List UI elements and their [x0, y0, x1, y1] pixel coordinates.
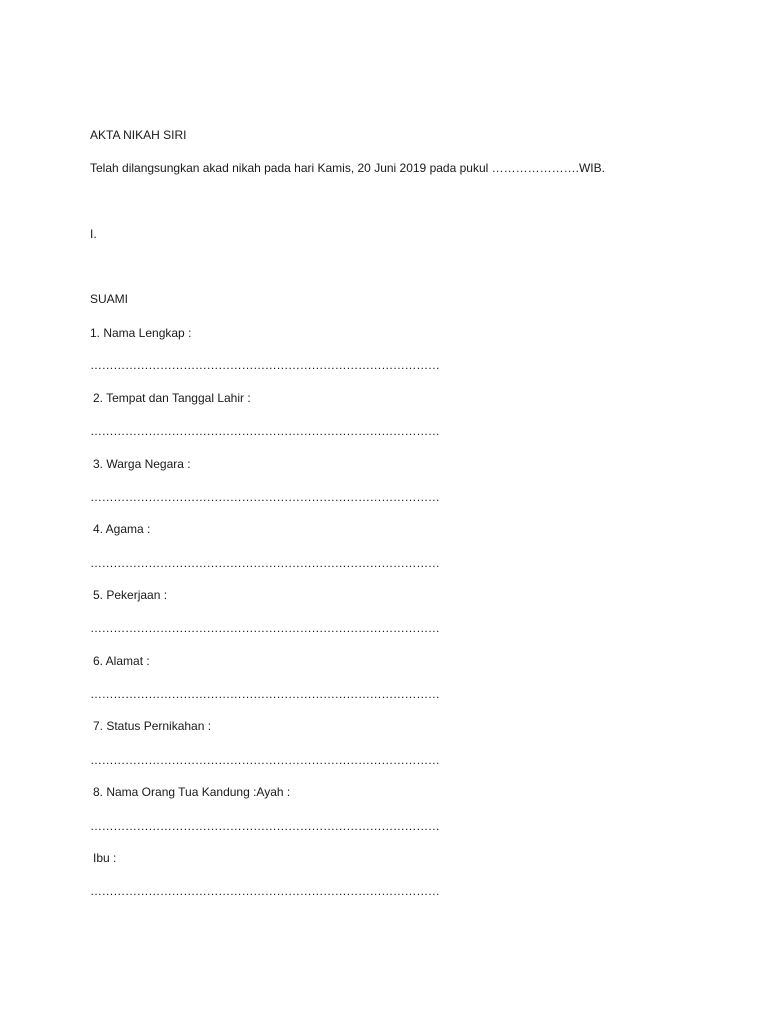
field-label-alamat: 6. Alamat :: [93, 654, 150, 668]
document-title: AKTA NIKAH SIRI: [90, 128, 187, 142]
field-blank-ibu: ………………………………………………………………………………: [90, 884, 440, 898]
field-label-pekerjaan: 5. Pekerjaan :: [93, 588, 168, 602]
field-blank-warga-negara: ………………………………………………………………………………: [90, 490, 440, 504]
field-label-ibu: Ibu :: [93, 851, 117, 865]
field-label-status-pernikahan: 7. Status Pernikahan :: [93, 719, 212, 733]
field-label-nama-orang-tua-ayah: 8. Nama Orang Tua Kandung :Ayah :: [93, 785, 291, 799]
section-heading: SUAMI: [90, 292, 129, 306]
field-label-nama-lengkap: 1. Nama Lengkap :: [90, 326, 192, 340]
field-blank-nama-orang-tua-ayah: ………………………………………………………………………………: [90, 819, 440, 833]
field-blank-pekerjaan: ………………………………………………………………………………: [90, 621, 440, 635]
field-label-tempat-tanggal-lahir: 2. Tempat dan Tanggal Lahir :: [93, 391, 251, 405]
field-blank-alamat: ………………………………………………………………………………: [90, 687, 440, 701]
field-label-agama: 4. Agama :: [93, 522, 151, 536]
field-blank-agama: ………………………………………………………………………………: [90, 556, 440, 570]
field-blank-tempat-tanggal-lahir: ………………………………………………………………………………: [90, 424, 440, 438]
field-blank-nama-lengkap: ………………………………………………………………………………: [90, 358, 440, 372]
intro-paragraph: Telah dilangsungkan akad nikah pada hari Kamis, 20 Juni 2019 pada pukul ………………….WIB.: [90, 161, 605, 175]
section-number: I.: [90, 227, 97, 241]
field-label-warga-negara: 3. Warga Negara :: [93, 457, 191, 471]
field-blank-status-pernikahan: ………………………………………………………………………………: [90, 753, 440, 767]
